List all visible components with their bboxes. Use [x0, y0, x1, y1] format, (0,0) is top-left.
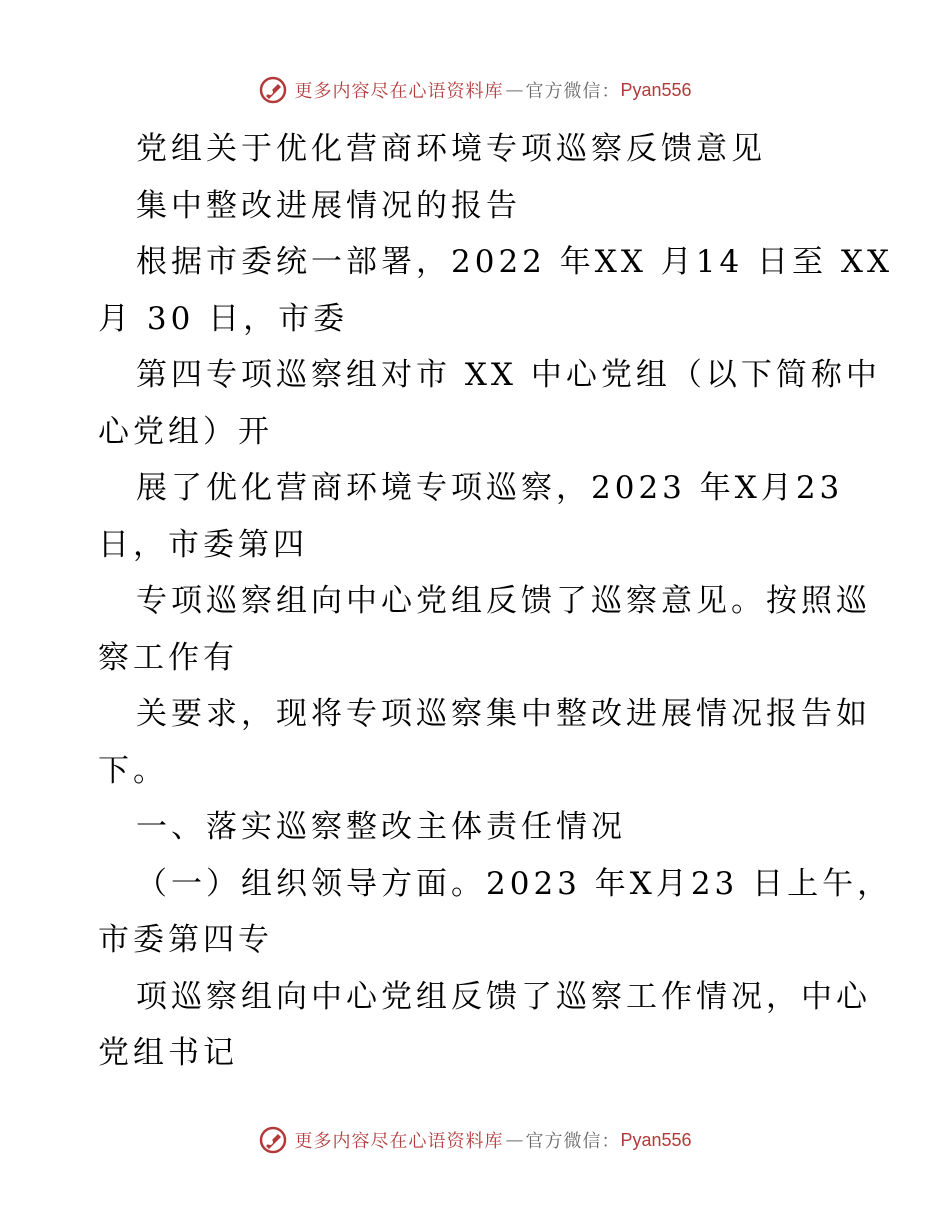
wechat-id: Pyan556 — [620, 1129, 692, 1150]
body-line: 察工作有 — [98, 639, 238, 676]
document-body — [98, 121, 894, 1082]
page-footer — [0, 1122, 950, 1158]
body-line: 根据市委统一部署，2022 年XX 月14 日至 XX — [136, 244, 894, 280]
body-line: 关要求，现将专项巡察集中整改进展情况报告如 — [136, 696, 871, 732]
section-heading: 一、落实巡察整改主体责任情况 — [136, 809, 626, 845]
body-line: 下。 — [98, 752, 168, 789]
watermark-separator: — — [505, 79, 524, 101]
body-line: 展了优化营商环境专项巡察，2023 年X月23 — [136, 470, 844, 506]
body-line: （一）组织领导方面。2023 年X月23 日上午， — [136, 865, 893, 902]
body-line: 市委第四专 — [98, 922, 273, 958]
watermark-text: 更多内容尽在心语资料库 — [294, 81, 504, 102]
title-line-1: 党组关于优化营商环境专项巡察反馈意见 — [136, 131, 766, 167]
wechat-label: 官方微信： — [525, 1131, 621, 1152]
brand-logo-icon — [258, 75, 288, 105]
body-line: 专项巡察组向中心党组反馈了巡察意见。按照巡 — [136, 583, 871, 619]
wechat-label: 官方微信： — [525, 81, 621, 102]
page-header — [0, 72, 950, 108]
body-line: 党组书记 — [98, 1035, 238, 1071]
title-line-2: 集中整改进展情况的报告 — [136, 187, 521, 224]
body-line: 月 30 日，市委 — [98, 300, 349, 337]
body-line: 项巡察组向中心党组反馈了巡察工作情况，中心 — [136, 978, 871, 1015]
watermark-separator: — — [505, 1129, 524, 1151]
watermark-text: 更多内容尽在心语资料库 — [294, 1131, 504, 1152]
brand-logo-icon — [258, 1125, 288, 1155]
body-line: 第四专项巡察组对市 XX 中心党组（以下简称中 — [136, 357, 881, 393]
body-line: 日，市委第四 — [98, 526, 308, 563]
body-line: 心党组）开 — [98, 413, 273, 450]
wechat-id: Pyan556 — [620, 79, 692, 100]
